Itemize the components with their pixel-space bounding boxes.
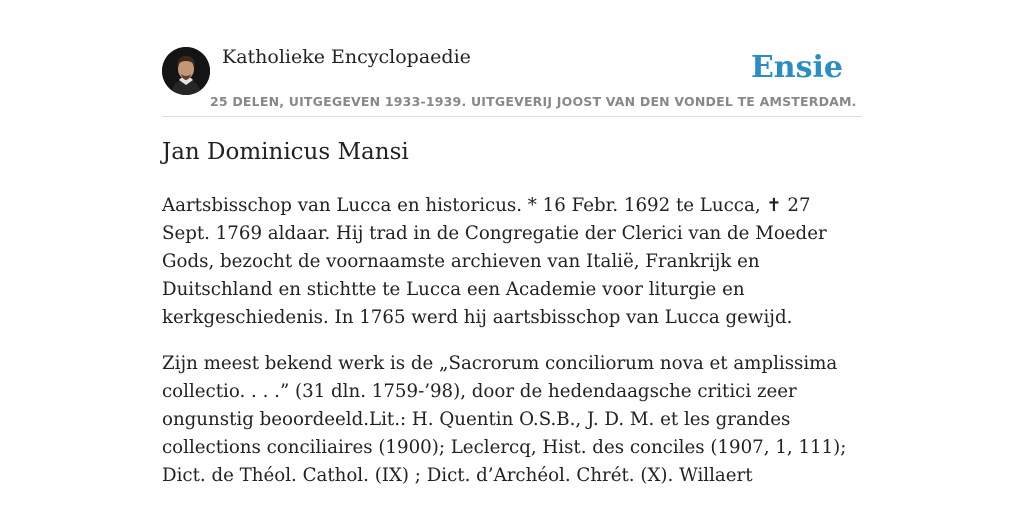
publication-subtitle: 25 DELEN, UITGEGEVEN 1933-1939. UITGEVERIJ JOOST VAN DEN VONDEL TE AMSTERDAM. [210,94,857,109]
brand-logo-link[interactable]: Ensie [750,50,843,85]
publication-title[interactable]: Katholieke Encyclopaedie [222,46,471,68]
portrait-avatar-icon[interactable] [162,47,210,95]
article-body [162,192,862,508]
article-paragraph-1: Aartsbisschop van Lucca en historicus. * 16 Febr. 1692 te Lucca, ✝ 27 Sept. 1769 aldaar. Hij trad in de Congregatie der Clerici van de Moeder Gods, bezocht de voornaamste archieven van Italië, Frankrijk en Duitschland en stichtte te Lucca een Academie voor liturgie en kerkgeschiedenis. In 1765 werd hij aartsbisschop van Lucca gewijd. [162,195,827,328]
header [162,44,862,117]
article-title: Jan Dominicus Mansi [162,139,409,165]
article-paragraph-2: Zijn meest bekend werk is de „Sacrorum conciliorum nova et amplissima collectio. . . .” (31 dln. 1759-’98), door de hedendaagsche critici zeer ongunstig beoordeeld.Lit.: H. Quentin O.S.B., J. D. M. et les grandes collections conciliaires (1900); Leclercq, Hist. des conciles (1907, 1, 111); Dict. de Théol. Cathol. (IX) ; Dict. d’Archéol. Chrét. (X). Willaert [162,353,847,486]
